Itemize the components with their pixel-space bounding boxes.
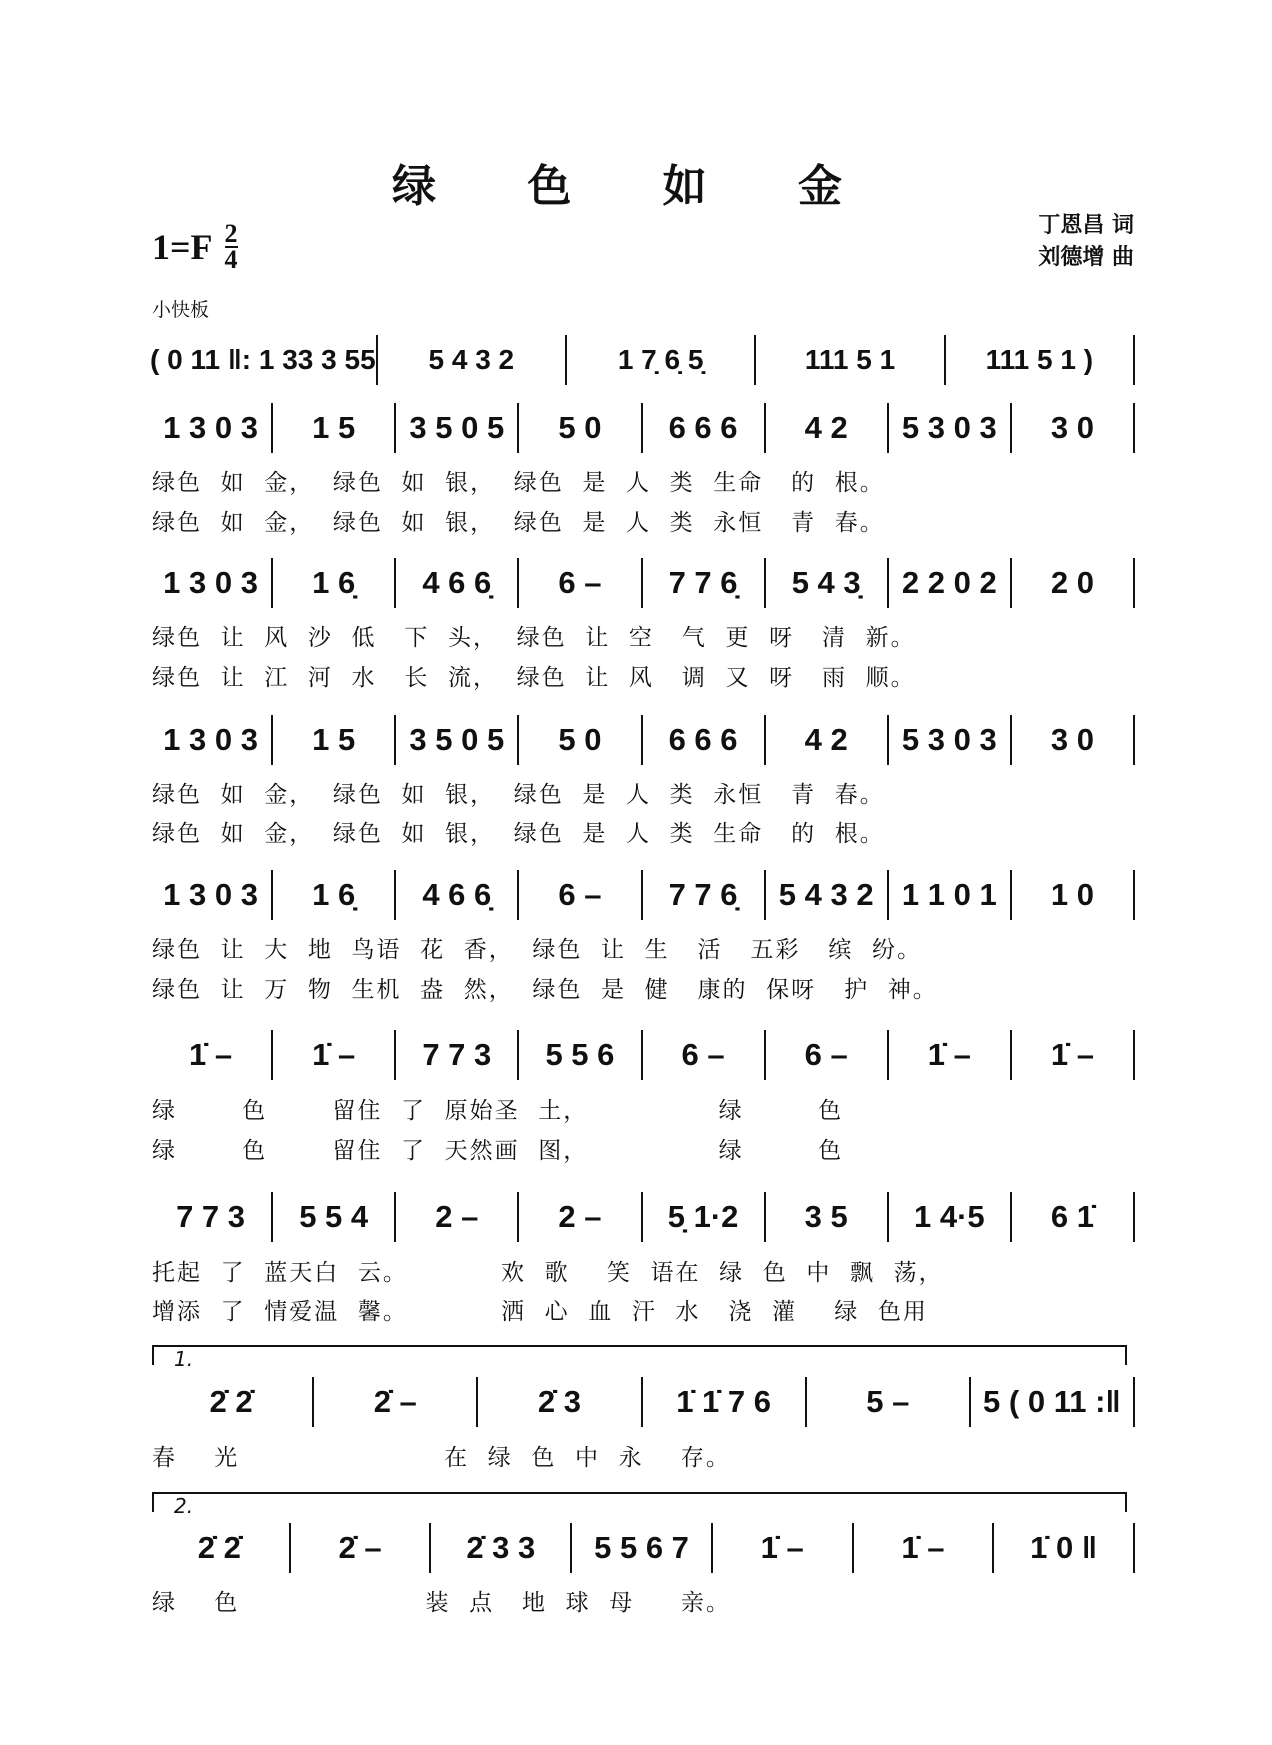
measure: 2 2 0 2 [889,558,1012,608]
measure: 5 4 3̣ [766,558,889,608]
measure: 5 0 [519,403,642,453]
measure: 4 6 6̣ [396,870,519,920]
tempo-marking: 小快板 [152,299,210,321]
lyric-line: 绿 色 留住 了 天然画 图， 绿 色 [152,1138,844,1164]
measure: 1 6̣ [273,558,396,608]
key-signature [152,219,238,274]
lyric-line: 绿色 如 金， 绿色 如 银， 绿色 是 人 类 生命 的 根。 [152,821,885,847]
notation-row [150,406,1135,450]
measure: 1 4·5 [889,1192,1012,1242]
measure: 4 2 [766,403,889,453]
lyric-line: 绿色 如 金， 绿色 如 银， 绿色 是 人 类 生命 的 根。 [152,470,885,496]
lyric-line: 托起 了 蓝天白 云。 欢 歌 笑 语在 绿 色 中 飘 荡， [152,1260,944,1286]
measure: ( 0 11 ‖: 1 33 3 55 [150,335,378,385]
measure: 5 5 4 [273,1192,396,1242]
measure: 2̇ 3 3 [431,1523,572,1573]
measure: 3 5 0 5 [396,715,519,765]
measure: 1 5 [273,715,396,765]
lyric-line: 春 光 在 绿 色 中 永 存。 [152,1445,731,1471]
lyric-line: 绿色 如 金， 绿色 如 银， 绿色 是 人 类 永恒 青 春。 [152,510,885,536]
measure: 1̇ – [713,1523,854,1573]
measure: 2̇ 2̇ [150,1377,314,1427]
measure: 7 7 3 [150,1192,273,1242]
measure: 111 5 1 [756,335,945,385]
notation-row [150,1526,1135,1570]
measure: 5 4 3 2 [378,335,567,385]
measure: 2̇ 2̇ [150,1523,291,1573]
measure: 3 5 [766,1192,889,1242]
measure: 1 7̣ 6̣ 5̣ [567,335,756,385]
measure: 2̇ – [291,1523,432,1573]
intro-row [150,338,1135,382]
measure: 1̇ – [889,1030,1012,1080]
measure: 111 5 1 ) [946,335,1135,385]
lyric-line: 增添 了 情爱温 馨。 洒 心 血 汗 水 浇 灌 绿 色用 [152,1299,928,1325]
lyric-line: 绿 色 留住 了 原始圣 土， 绿 色 [152,1098,844,1124]
measure: 1 3 0 3 [150,403,273,453]
measure: 4 6 6̣ [396,558,519,608]
measure: 7 7 6̣ [643,558,766,608]
measure: 1 3 0 3 [150,870,273,920]
measure: 5̣ 1·2 [643,1192,766,1242]
measure: 5 5 6 7 [572,1523,713,1573]
measure: 2 0 [1012,558,1135,608]
measure: 6 6 6 [643,403,766,453]
measure: 2 – [519,1192,642,1242]
notation-row [150,873,1135,917]
measure: 6 – [519,870,642,920]
measure: 6 – [643,1030,766,1080]
notation-row [150,1195,1135,1239]
measure: 6 6 6 [643,715,766,765]
measure: 2̇ – [314,1377,478,1427]
measure: 5 3 0 3 [889,403,1012,453]
measure: 6 1̇ [1012,1192,1135,1242]
lyric-line: 绿色 让 江 河 水 长 流， 绿色 让 风 调 又 呀 雨 顺。 [152,665,916,691]
measure: 1̇ – [1012,1030,1135,1080]
measure: 5 ( 0 11 :‖ [971,1377,1135,1427]
measure: 5 4 3 2 [766,870,889,920]
measure: 7 7 6̣ [643,870,766,920]
measure: 1 1 0 1 [889,870,1012,920]
notation-row [150,561,1135,605]
lyric-line: 绿色 让 大 地 鸟语 花 香， 绿色 让 生 活 五彩 缤 纷。 [152,937,923,963]
measure: 1 3 0 3 [150,715,273,765]
measure: 1̇ – [150,1030,273,1080]
measure: 1 5 [273,403,396,453]
notation-row [150,1033,1135,1077]
lyric-line: 绿 色 装 点 地 球 母 亲。 [152,1590,731,1616]
measure: 1̇ – [854,1523,995,1573]
measure: 1 6̣ [273,870,396,920]
lyric-line: 绿色 如 金， 绿色 如 银， 绿色 是 人 类 永恒 青 春。 [152,782,885,808]
measure: 1̇ 1̇ 7 6 [643,1377,807,1427]
measure: 2̇ 3 [478,1377,642,1427]
measure: 1 3 0 3 [150,558,273,608]
measure: 2 – [396,1192,519,1242]
time-signature: $\frac{2}{4}$ [224,219,238,274]
measure: 7 7 3 [396,1030,519,1080]
key: 1=F [152,227,213,267]
composer: 刘德增 曲 [1038,245,1134,270]
notation-row [150,718,1135,762]
measure: 5 5 6 [519,1030,642,1080]
measure: 5 3 0 3 [889,715,1012,765]
measure: 1 0 [1012,870,1135,920]
lyricist: 丁恩昌 词 [1038,213,1134,238]
measure: 3 5 0 5 [396,403,519,453]
notation-row [150,1380,1135,1424]
measure: 3 0 [1012,403,1135,453]
measure: 1̇ – [273,1030,396,1080]
measure: 4 2 [766,715,889,765]
measure: 5 0 [519,715,642,765]
volta-2: 2. [152,1492,1127,1512]
measure: 6 – [519,558,642,608]
measure: 5 – [807,1377,971,1427]
song-title: 绿 色 如 金 [392,161,880,212]
lyric-line: 绿色 让 万 物 生机 盎 然， 绿色 是 健 康的 保呀 护 神。 [152,977,938,1003]
measure: 1̇ 0 ‖ [994,1523,1135,1573]
measure: 6 – [766,1030,889,1080]
measure: 3 0 [1012,715,1135,765]
credits [1038,210,1134,274]
lyric-line: 绿色 让 风 沙 低 下 头， 绿色 让 空 气 更 呀 清 新。 [152,625,916,651]
volta-1: 1. [152,1345,1127,1365]
